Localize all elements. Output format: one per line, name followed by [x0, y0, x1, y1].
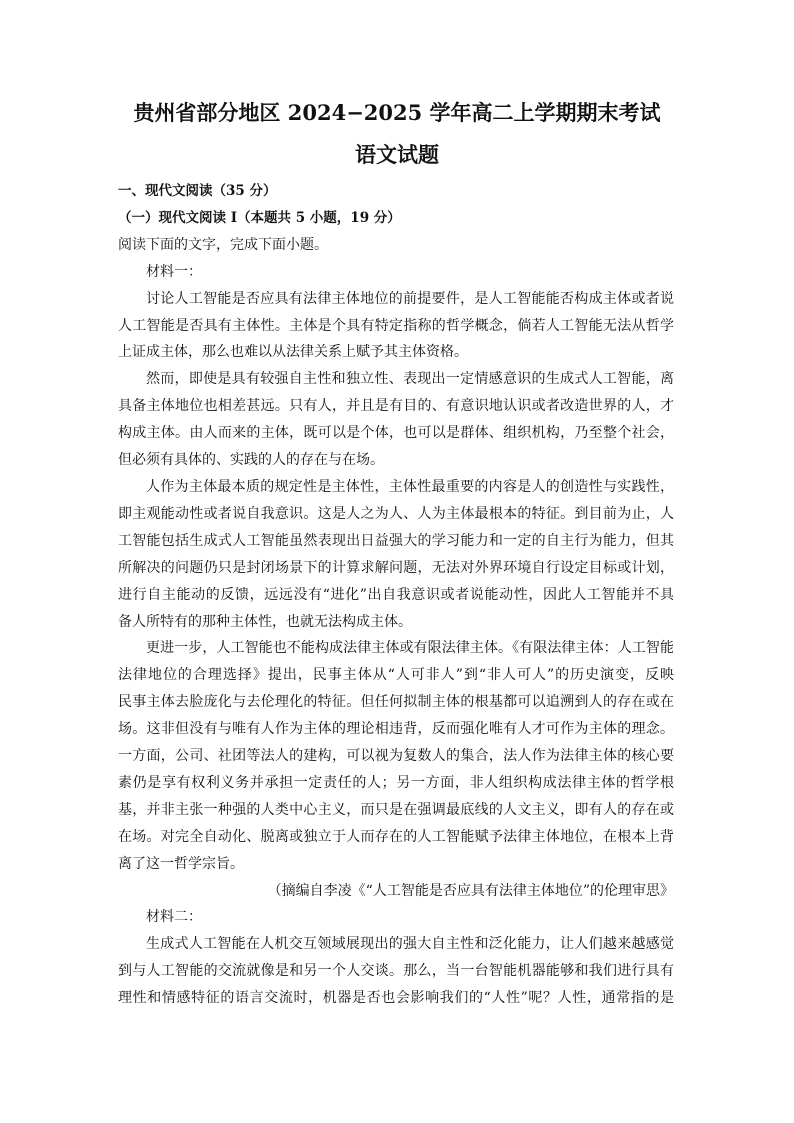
paragraph-line: 到与人工智能的交流就像是和另一个人交谈。那么，当一台智能机器能够和我们进行具有 [118, 963, 674, 980]
paragraph-line: 法律地位的合理选择》提出，民事主体从“人可非人”到“非人可人”的历史演变，反映 [118, 667, 674, 684]
paragraph-line: 但必须有具体的、实践的人的存在与在场。 [118, 452, 384, 469]
paragraph-line: 具备主体地位也相差甚远。只有人，并且是有目的、有意识地认识或者改造世界的人，才 [118, 398, 674, 415]
paragraph-line: 场。这非但没有与唯有人作为主体的理论相违背，反而强化唯有人才可作为主体的理念。 [118, 721, 674, 738]
paragraph-line: 素仍是享有权利义务并承担一定责任的人；另一方面，非人组织构成法律主体的哲学根 [118, 774, 674, 791]
material-1-label: 材料一： [146, 263, 202, 280]
reading-body [118, 178, 674, 1012]
paragraph-line: 构成主体。由人而来的主体，既可以是个体，也可以是群体、组织机构，乃至整个社会， [118, 425, 674, 442]
paragraph-line: 即主观能动性或者说自我意识。这是人之为人、人为主体最根本的特征。到目前为止，人 [118, 505, 674, 522]
paragraph-line: 进行自主能动的反馈，远远没有“进化”出自我意识或者说能动性，因此人工智能并不具 [118, 586, 674, 603]
paragraph-line: 在场。对完全自动化、脱离或独立于人而存在的人工智能赋予法律主体地位，在根本上背 [118, 828, 674, 845]
instruction-text: 阅读下面的文字，完成下面小题。 [118, 236, 328, 253]
paragraph-line: 备人所特有的那种主体性，也就无法构成主体。 [118, 613, 412, 630]
paragraph-line: 基，并非主张一种强的人类中心主义，而只是在强调最底线的人文主义，即有人的存在或 [118, 801, 674, 818]
material-2-label: 材料二： [146, 909, 202, 926]
paragraph-line: 然而，即使是具有较强自主性和独立性、表现出一定情感意识的生成式人工智能，离 [146, 371, 674, 388]
exam-subtitle: 语文试题 [355, 142, 439, 167]
paragraph-line: 讨论人工智能是否应具有法律主体地位的前提要件，是人工智能能否构成主体或者说 [146, 290, 674, 307]
paragraph-line: 更进一步，人工智能也不能构成法律主体或有限法律主体。《有限法律主体：人工智能 [146, 640, 674, 657]
source-citation: （摘编自李凌《“人工智能是否应具有法律主体地位”的伦理审思》 [267, 882, 674, 899]
paragraph-line: 一方面，公司、社团等法人的建构，可以视为复数人的集合，法人作为法律主体的核心要 [118, 748, 674, 765]
paragraph-line: 上证成主体，那么也难以从法律关系上赋予其主体资格。 [118, 344, 468, 361]
paragraph-line: 所解决的问题仍只是封闭场景下的计算求解问题，无法对外界环境自行设定目标或计划， [118, 559, 674, 576]
subsection-heading: （一）现代文阅读 I（本题共 5 小题，19 分） [118, 209, 401, 226]
paragraph-line: 民事主体去脸庞化与去伦理化的特征。但任何拟制主体的根基都可以追溯到人的存在或在 [118, 694, 674, 711]
paragraph-line: 理性和情感特征的语言交流时，机器是否也会影响我们的“人性”呢？人性，通常指的是 [118, 990, 674, 1007]
section-heading: 一、现代文阅读（35 分） [118, 183, 277, 199]
paragraph-line: 生成式人工智能在人机交互领域展现出的强大自主性和泛化能力，让人们越来越感觉 [146, 936, 674, 953]
paragraph-line: 人作为主体最本质的规定性是主体性，主体性最重要的内容是人的创造性与实践性， [146, 478, 674, 495]
paragraph-line: 人工智能是否具有主体性。主体是个具有特定指称的哲学概念，倘若人工智能无法从哲学 [118, 317, 674, 334]
paragraph-line: 离了这一哲学宗旨。 [118, 855, 244, 872]
exam-title: 贵州省部分地区 2024−2025 学年高二上学期期末考试 [133, 100, 661, 125]
paragraph-line: 工智能包括生成式人工智能虽然表现出日益强大的学习能力和一定的自主行为能力，但其 [118, 532, 674, 549]
